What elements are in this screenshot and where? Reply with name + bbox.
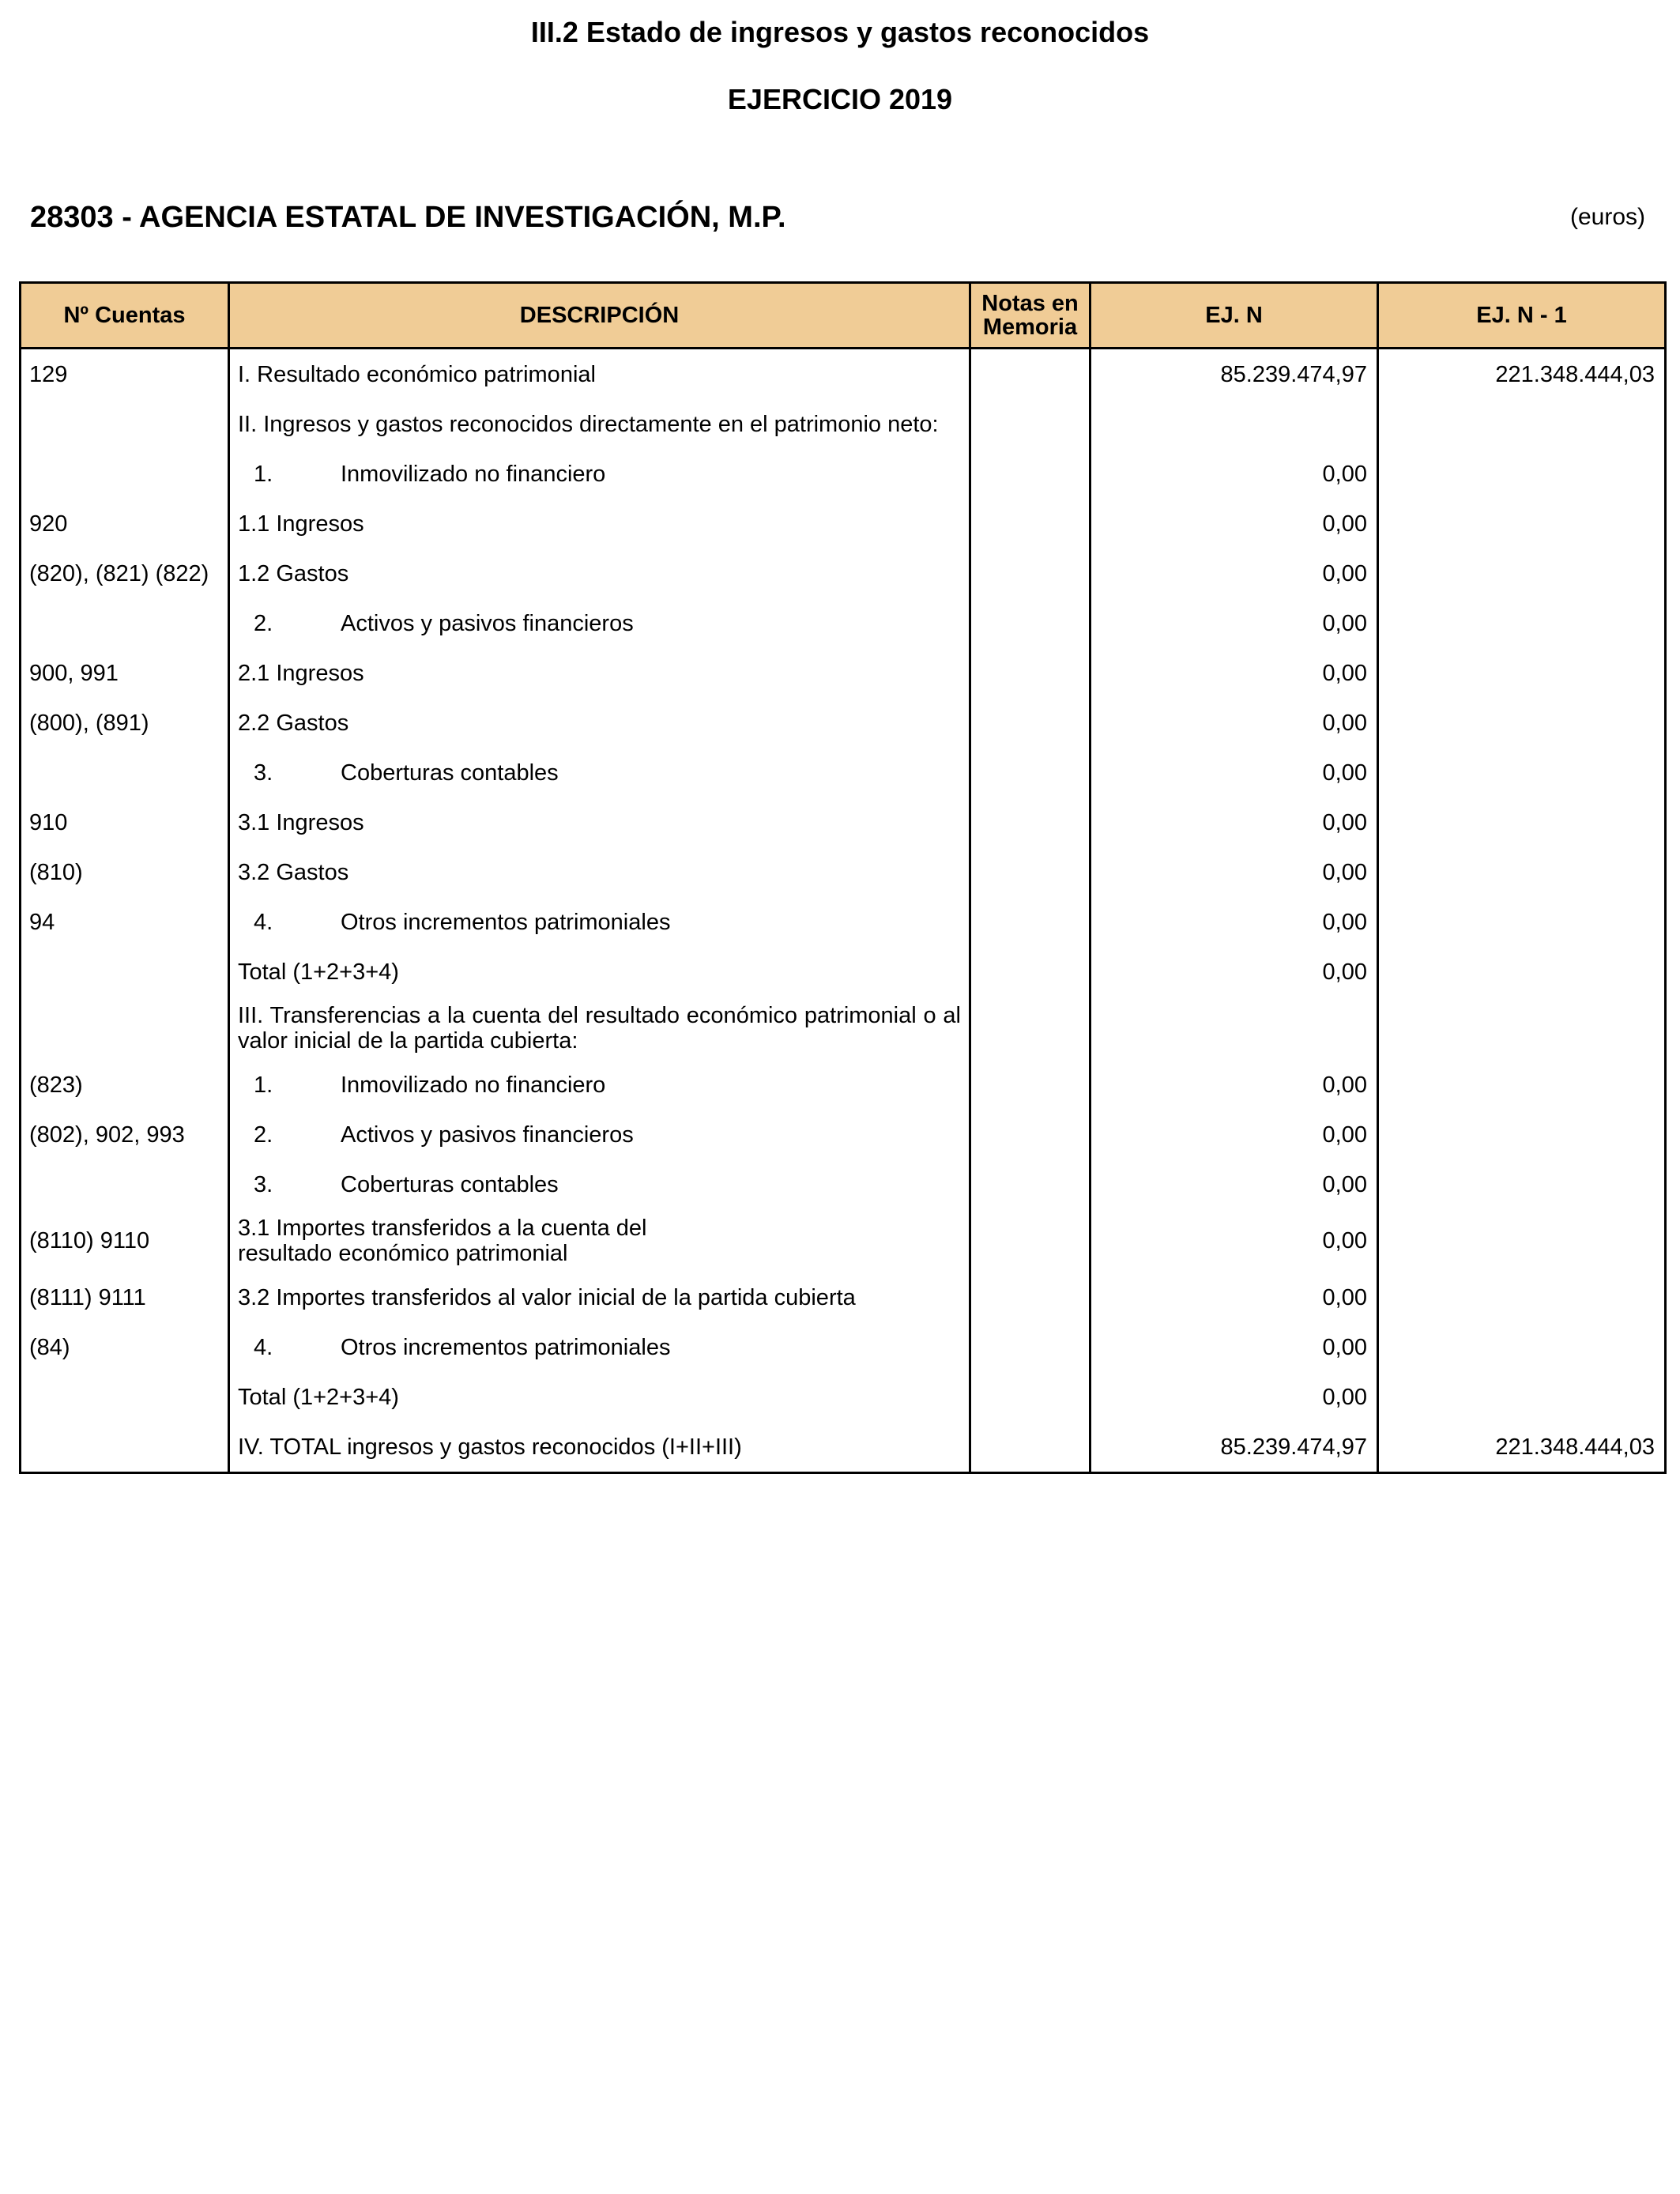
cell-notas <box>970 1159 1090 1209</box>
cell-ej-n1 <box>1378 997 1666 1060</box>
cell-descripcion <box>229 349 970 400</box>
col-header-cuentas: Nº Cuentas <box>21 283 229 349</box>
cell-cuentas <box>21 1159 229 1209</box>
cell-ej-n: 0,00 <box>1090 698 1378 748</box>
item-label: Coberturas contables <box>341 760 559 786</box>
cell-ej-n: 0,00 <box>1090 449 1378 499</box>
table-row <box>21 1422 1666 1473</box>
cell-descripcion <box>229 897 970 947</box>
cell-ej-n1 <box>1378 847 1666 897</box>
cell-notas <box>970 349 1090 400</box>
cell-cuentas <box>21 947 229 997</box>
cell-ej-n: 0,00 <box>1090 797 1378 847</box>
cell-notas <box>970 1272 1090 1322</box>
cell-notas <box>970 1110 1090 1159</box>
cell-cuentas <box>21 1422 229 1473</box>
cell-descripcion <box>229 548 970 598</box>
cell-ej-n: 0,00 <box>1090 1272 1378 1322</box>
cell-descripcion <box>229 997 970 1060</box>
item-label: 1.1 Ingresos <box>238 511 364 537</box>
cell-notas <box>970 648 1090 698</box>
cell-ej-n: 0,00 <box>1090 748 1378 797</box>
cell-ej-n1: 221.348.444,03 <box>1378 349 1666 400</box>
cell-notas <box>970 847 1090 897</box>
cell-ej-n1 <box>1378 1372 1666 1422</box>
item-number: 2. <box>254 1122 273 1148</box>
cell-ej-n1 <box>1378 399 1666 449</box>
currency-units: (euros) <box>1569 204 1645 230</box>
cell-cuentas <box>21 1372 229 1422</box>
table-row <box>21 1060 1666 1110</box>
item-label: Activos y pasivos financieros <box>341 610 634 636</box>
cell-cuentas <box>21 748 229 797</box>
col-header-notas-line2: Memoria <box>982 315 1078 340</box>
item-label: 3.1 Ingresos <box>238 809 364 835</box>
cell-notas <box>970 1322 1090 1372</box>
item-label: 3.2 Gastos <box>238 859 349 885</box>
cell-cuentas: 94 <box>21 897 229 947</box>
cell-descripcion <box>229 748 970 797</box>
cell-descripcion <box>229 847 970 897</box>
cell-ej-n1 <box>1378 648 1666 698</box>
item-label: Inmovilizado no financiero <box>341 461 606 487</box>
cell-cuentas: 910 <box>21 797 229 847</box>
cell-ej-n1 <box>1378 797 1666 847</box>
table-row <box>21 1159 1666 1209</box>
cell-notas <box>970 797 1090 847</box>
cell-descripcion <box>229 1272 970 1322</box>
cell-ej-n1 <box>1378 598 1666 648</box>
item-number: 1. <box>254 461 273 487</box>
table-row <box>21 399 1666 449</box>
col-header-descripcion: DESCRIPCIÓN <box>229 283 970 349</box>
cell-cuentas: (802), 902, 993 <box>21 1110 229 1159</box>
table-row <box>21 897 1666 947</box>
item-label: Activos y pasivos financieros <box>341 1122 634 1148</box>
cell-cuentas: (800), (891) <box>21 698 229 748</box>
item-number: 2. <box>254 610 273 636</box>
cell-ej-n1 <box>1378 748 1666 797</box>
item-number: 3. <box>254 760 273 786</box>
cell-descripcion <box>229 1322 970 1372</box>
table-row <box>21 1372 1666 1422</box>
cell-ej-n1 <box>1378 449 1666 499</box>
document-title: III.2 Estado de ingresos y gastos reconocidos <box>530 16 1150 48</box>
cell-notas <box>970 399 1090 449</box>
cell-ej-n1 <box>1378 698 1666 748</box>
cell-ej-n1 <box>1378 1060 1666 1110</box>
table-header-row <box>21 283 1666 349</box>
cell-cuentas: (84) <box>21 1322 229 1372</box>
cell-cuentas: (823) <box>21 1060 229 1110</box>
cell-ej-n1 <box>1378 1322 1666 1372</box>
cell-ej-n1 <box>1378 1209 1666 1272</box>
income-expense-table <box>19 281 1667 1474</box>
table-row <box>21 499 1666 548</box>
item-label: Coberturas contables <box>341 1171 559 1197</box>
cell-cuentas <box>21 399 229 449</box>
cell-cuentas: (810) <box>21 847 229 897</box>
table-row <box>21 797 1666 847</box>
cell-ej-n <box>1090 399 1378 449</box>
cell-descripcion <box>229 947 970 997</box>
item-label: 2.2 Gastos <box>238 710 349 736</box>
cell-descripcion <box>229 399 970 449</box>
table-row <box>21 349 1666 400</box>
cell-descripcion <box>229 1372 970 1422</box>
item-label: III. Transferencias a la cuenta del resultado económico patrimonial o al valor inicial de la partida cubierta: <box>238 1003 961 1054</box>
cell-cuentas: (8110) 9110 <box>21 1209 229 1272</box>
cell-cuentas <box>21 598 229 648</box>
item-label: 1.2 Gastos <box>238 560 349 586</box>
cell-ej-n: 0,00 <box>1090 1209 1378 1272</box>
item-number: 4. <box>254 1334 273 1360</box>
cell-cuentas: 920 <box>21 499 229 548</box>
table-row <box>21 598 1666 648</box>
table-row <box>21 648 1666 698</box>
cell-ej-n: 0,00 <box>1090 548 1378 598</box>
cell-notas <box>970 698 1090 748</box>
item-label: Inmovilizado no financiero <box>341 1072 606 1098</box>
col-header-ej-n1: EJ. N - 1 <box>1378 283 1666 349</box>
cell-ej-n: 0,00 <box>1090 598 1378 648</box>
table-row <box>21 1322 1666 1372</box>
cell-descripcion <box>229 499 970 548</box>
cell-notas <box>970 1372 1090 1422</box>
table-row <box>21 548 1666 598</box>
table-row <box>21 997 1666 1060</box>
cell-notas <box>970 1060 1090 1110</box>
item-label: I. Resultado económico patrimonial <box>238 361 596 387</box>
cell-notas <box>970 548 1090 598</box>
item-label: IV. TOTAL ingresos y gastos reconocidos (I+II+III) <box>238 1434 742 1460</box>
cell-cuentas: 129 <box>21 349 229 400</box>
table-row <box>21 1209 1666 1272</box>
item-label: Total (1+2+3+4) <box>238 959 399 985</box>
table-body <box>21 349 1666 1473</box>
cell-ej-n: 85.239.474,97 <box>1090 1422 1378 1473</box>
cell-ej-n <box>1090 997 1378 1060</box>
table-row <box>21 1110 1666 1159</box>
cell-descripcion <box>229 449 970 499</box>
cell-ej-n1 <box>1378 897 1666 947</box>
cell-ej-n: 85.239.474,97 <box>1090 349 1378 400</box>
cell-ej-n: 0,00 <box>1090 847 1378 897</box>
cell-ej-n: 0,00 <box>1090 1110 1378 1159</box>
col-header-notas-line1: Notas en <box>981 291 1079 316</box>
cell-notas <box>970 1422 1090 1473</box>
table-row <box>21 947 1666 997</box>
cell-ej-n1 <box>1378 1272 1666 1322</box>
cell-ej-n: 0,00 <box>1090 499 1378 548</box>
cell-notas <box>970 499 1090 548</box>
item-label: Otros incrementos patrimoniales <box>341 909 671 935</box>
cell-notas <box>970 598 1090 648</box>
item-label: 2.1 Ingresos <box>238 660 364 686</box>
cell-descripcion <box>229 698 970 748</box>
item-label: 3.2 Importes transferidos al valor inicial de la partida cubierta <box>238 1284 856 1310</box>
cell-descripcion <box>229 598 970 648</box>
cell-cuentas: (8111) 9111 <box>21 1272 229 1322</box>
cell-notas <box>970 1209 1090 1272</box>
table-row <box>21 1272 1666 1322</box>
table-row <box>21 847 1666 897</box>
cell-cuentas: 900, 991 <box>21 648 229 698</box>
cell-notas <box>970 947 1090 997</box>
cell-cuentas <box>21 997 229 1060</box>
item-label: Otros incrementos patrimoniales <box>341 1334 671 1360</box>
cell-cuentas <box>21 449 229 499</box>
cell-descripcion <box>229 1422 970 1473</box>
cell-descripcion <box>229 1060 970 1110</box>
cell-ej-n1 <box>1378 1159 1666 1209</box>
cell-ej-n: 0,00 <box>1090 648 1378 698</box>
cell-ej-n1: 221.348.444,03 <box>1378 1422 1666 1473</box>
cell-ej-n1 <box>1378 499 1666 548</box>
table-row <box>21 449 1666 499</box>
cell-descripcion <box>229 1110 970 1159</box>
item-label: 3.1 Importes transferidos a la cuenta del resultado económico patrimonial <box>238 1216 647 1266</box>
cell-ej-n: 0,00 <box>1090 1372 1378 1422</box>
cell-ej-n1 <box>1378 548 1666 598</box>
cell-ej-n: 0,00 <box>1090 947 1378 997</box>
table-row <box>21 698 1666 748</box>
cell-ej-n: 0,00 <box>1090 1060 1378 1110</box>
cell-notas <box>970 997 1090 1060</box>
cell-ej-n: 0,00 <box>1090 897 1378 947</box>
item-label: II. Ingresos y gastos reconocidos directamente en el patrimonio neto: <box>238 411 939 437</box>
col-header-notas <box>970 283 1090 349</box>
cell-descripcion <box>229 1209 970 1272</box>
fiscal-year-title: EJERCICIO 2019 <box>727 83 953 115</box>
cell-descripcion <box>229 797 970 847</box>
table-row <box>21 748 1666 797</box>
cell-notas <box>970 748 1090 797</box>
col-header-ej-n: EJ. N <box>1090 283 1378 349</box>
item-number: 1. <box>254 1072 273 1098</box>
cell-ej-n: 0,00 <box>1090 1322 1378 1372</box>
cell-descripcion <box>229 1159 970 1209</box>
cell-cuentas: (820), (821) (822) <box>21 548 229 598</box>
cell-ej-n1 <box>1378 1110 1666 1159</box>
entity-name: 28303 - AGENCIA ESTATAL DE INVESTIGACIÓN, M.P. <box>30 201 786 234</box>
cell-ej-n1 <box>1378 947 1666 997</box>
cell-ej-n: 0,00 <box>1090 1159 1378 1209</box>
item-label: Total (1+2+3+4) <box>238 1384 399 1410</box>
cell-notas <box>970 449 1090 499</box>
item-number: 4. <box>254 909 273 935</box>
item-number: 3. <box>254 1171 273 1197</box>
cell-descripcion <box>229 648 970 698</box>
cell-notas <box>970 897 1090 947</box>
